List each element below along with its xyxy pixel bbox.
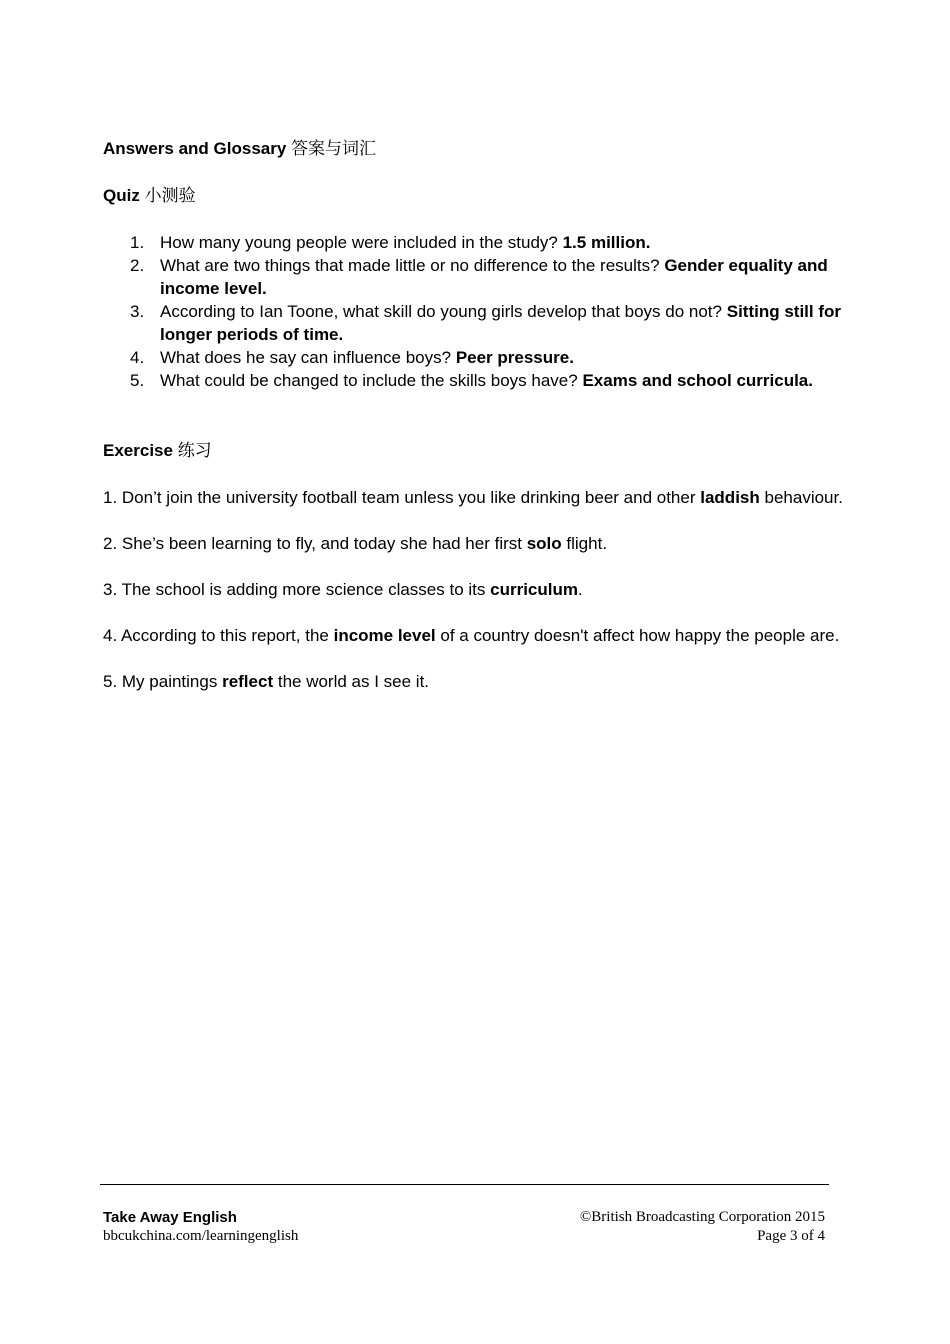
quiz-item [103,231,848,254]
answers-glossary-title: Answers and Glossary [103,139,287,158]
exercise-text-after: behaviour. [764,488,843,507]
footer-brand: Take Away English [103,1209,237,1226]
exercise-key-word: curriculum [490,580,578,599]
exercise-text-after: of a country doesn't affect how happy the people are. [440,626,840,645]
exercise-key-word: solo [526,534,562,553]
footer-divider [100,1184,829,1185]
quiz-question: What does he say can influence boys? [160,348,452,367]
quiz-title: Quiz [103,186,140,205]
answers-glossary-heading [103,137,848,160]
quiz-item [103,346,848,369]
quiz-answer: Exams and school curricula. [582,371,813,390]
quiz-item [103,369,848,392]
exercise-answer-item [103,486,848,509]
quiz-question: According to Ian Toone, what skill do young girls develop that boys do not? [160,302,722,321]
quiz-question: What could be changed to include the skills boys have? [160,371,578,390]
exercise-text-after: flight. [566,534,608,553]
footer-left [103,1208,298,1246]
quiz-item-number: 3. [130,302,145,321]
quiz-answer: 1.5 million. [562,233,651,252]
answers-glossary-title-cn: 答案与词汇 [291,139,377,158]
quiz-item-number: 1. [130,233,145,252]
exercise-text-before: 2. She’s been learning to fly, and today she had her first [103,534,522,553]
exercise-key-word: reflect [222,672,274,691]
footer-page-number: Page 3 of 4 [757,1228,825,1244]
quiz-answer: Sitting still for longer periods of time. [160,302,842,344]
quiz-title-cn: 小测验 [144,186,196,205]
footer-copyright: ©British Broadcasting Corporation 2015 [579,1209,825,1225]
exercise-key-word: income level [333,626,436,645]
exercise-text-before: 3. The school is adding more science classes to its [103,580,486,599]
exercise-answer-item [103,670,848,693]
exercise-title: Exercise [103,441,173,460]
exercise-text-after: . [577,580,583,599]
page-content [103,137,848,716]
quiz-item [103,300,848,346]
quiz-item-number: 2. [130,256,145,275]
exercise-text-before: 4. According to this report, the [103,626,329,645]
exercise-heading [103,439,848,462]
quiz-answer: Gender equality and income level. [160,256,828,298]
quiz-question: What are two things that made little or no difference to the results? [160,256,660,275]
exercise-answer-item [103,532,848,555]
exercise-answer-item [103,624,848,647]
exercise-text-before: 5. My paintings [103,672,218,691]
quiz-answer-list [103,231,848,392]
quiz-question: How many young people were included in the study? [160,233,558,252]
quiz-item [103,254,848,300]
exercise-text-before: 1. Don’t join the university football team unless you like drinking beer and other [103,488,696,507]
exercise-text-after: the world as I see it. [277,672,430,691]
exercise-key-word: laddish [700,488,760,507]
exercise-title-cn: 练习 [177,441,212,460]
exercise-answer-item [103,578,848,601]
quiz-item-number: 4. [130,348,145,367]
quiz-heading [103,184,848,207]
footer-url: bbcukchina.com/learningenglish [103,1228,299,1244]
footer-right [580,1208,825,1246]
quiz-answer: Peer pressure. [455,348,574,367]
quiz-item-number: 5. [130,371,145,390]
